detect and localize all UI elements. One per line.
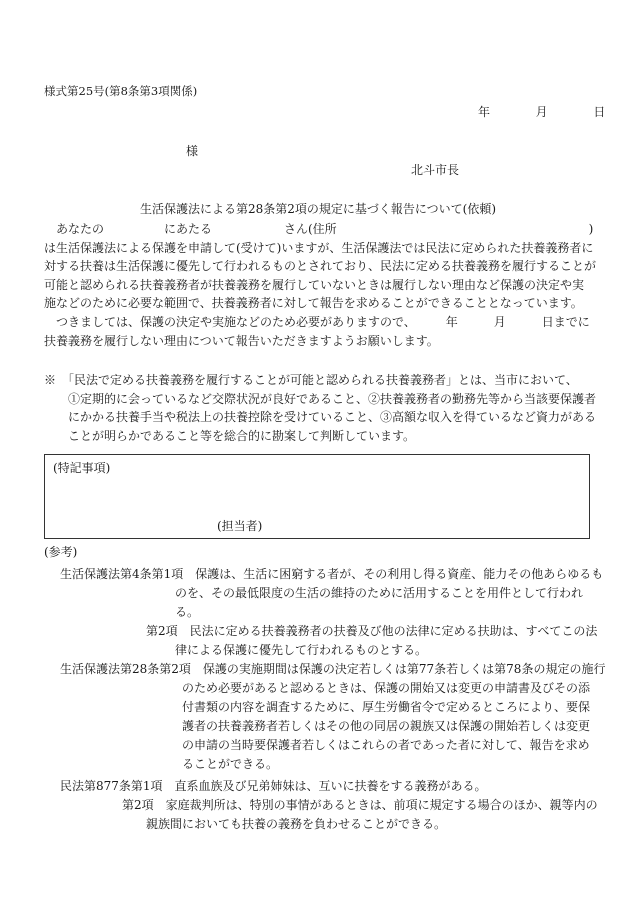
- reference-line: の申請の当時要保護者若しくはこれらの者であった者に対して、報告を求め: [182, 738, 590, 752]
- date-line: [478, 103, 605, 120]
- person-in-charge-label: (担当者): [217, 519, 263, 533]
- body-line: 施などのために必要な範囲で、扶養義務者に対して報告を求めることができることとなっています。: [44, 296, 583, 311]
- reference-line: 生活保護法第4条第1項 保護は、生活に困窮する者が、その利用し得る資産、能力その他あらゆるも: [60, 567, 604, 581]
- special-notes-label: (特記事項): [53, 461, 111, 475]
- body-line: 扶養義務を履行しない理由について報告いただきますようお願いします。: [44, 333, 439, 348]
- reference-line: ることができる。: [182, 757, 279, 771]
- reference-line: 護者の扶養義務者若しくはその他の同居の親族又は保護の開始若しくは変更: [182, 719, 591, 733]
- date-year: 年: [478, 105, 491, 119]
- reference-line: 律による保護に優先して行われるものとする。: [175, 643, 428, 657]
- body-line: あなたの にあたる さん(住所 ): [44, 222, 594, 236]
- sender-name: 北斗市長: [411, 163, 460, 177]
- addressee-suffix: 様: [186, 144, 199, 158]
- note-line: にかかる扶養手当や税法上の扶養控除を受けていること、③高額な収入を得ているなど資力がある: [44, 410, 597, 425]
- note-line: ことが明らかであること等を総合的に勘案して判断しています。: [44, 428, 416, 443]
- note-paragraph: [44, 371, 597, 445]
- special-notes-box: [44, 454, 590, 539]
- body-line: 対する扶養は生活保護に優先して行われるものとされており、民法に定める扶養義務を履行することが: [44, 259, 597, 274]
- body-paragraph: [44, 220, 597, 350]
- reference-heading: (参考): [44, 545, 78, 559]
- document-title: 生活保護法による第28条第2項の規定に基づく報告について(依頼): [140, 202, 497, 216]
- date-month: 月: [535, 105, 548, 119]
- reference-line: 民法第877条第1項 直系血族及び兄弟姉妹は、互いに扶養をする義務がある。: [60, 779, 487, 793]
- form-number: 様式第25号(第8条第3項関係): [44, 84, 198, 98]
- date-day: 日: [593, 105, 606, 119]
- reference-line: 親族間においても扶養の義務を負わせることができる。: [146, 817, 447, 831]
- note-line: ※ 「民法で定める扶養義務を履行することが可能と認められる扶養義務者」とは、当市において、: [44, 373, 578, 387]
- reference-line: 第2項 民法に定める扶養義務者の扶養及び他の法律に定める扶助は、すべてこの法: [146, 624, 598, 638]
- reference-line: る。: [175, 605, 200, 619]
- note-line: ①定期的に会っているなど交際状況が良好であること、②扶養義務者の勤務先等から当該要保護者: [44, 391, 597, 406]
- reference-line: 付書類の内容を調査するために、厚生労働省令で定めるところにより、要保: [182, 700, 591, 714]
- reference-line: 生活保護法第28条第2項 保護の実施期間は保護の決定若しくは第77条若しくは第78条の規定の施行: [60, 662, 606, 676]
- reference-line: 第2項 家庭裁判所は、特別の事情があるときは、前項に規定する場合のほか、親等内の: [122, 798, 598, 812]
- reference-line: のため必要があると認めるときは、保護の開始又は変更の申請書及びその添: [182, 681, 591, 695]
- body-line: 可能と認められる扶養義務者が扶養義務を履行していないときは履行しない理由など保護の決定や実: [44, 277, 585, 292]
- reference-line: のを、その最低限度の生活の維持のために活用することを用件として行われ: [175, 586, 584, 600]
- body-line: つきましては、保護の決定や実施などのため必要がありますので、 年 月 日までに: [44, 314, 590, 329]
- body-line: は生活保護法による保護を申請して(受けて)いますが、生活保護法では民法に定められた扶養義務者に: [44, 240, 594, 255]
